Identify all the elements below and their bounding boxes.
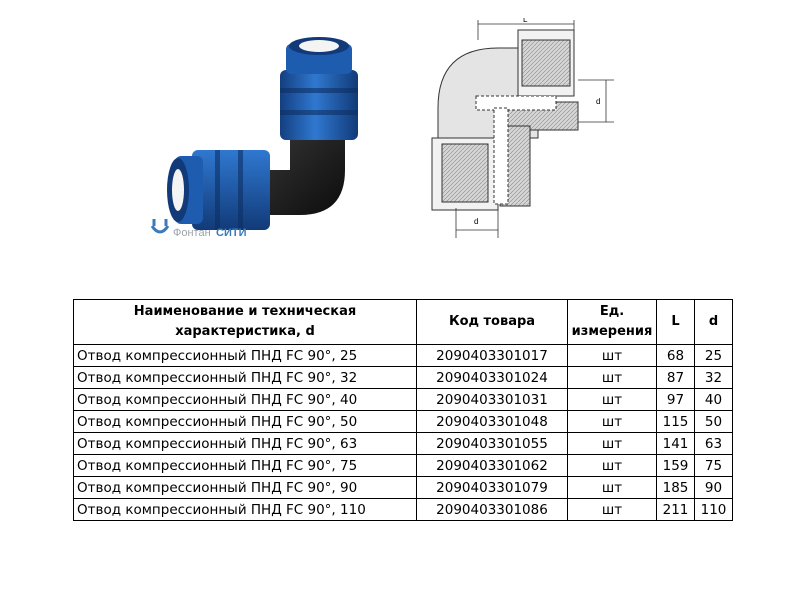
cell-code: 2090403301086 (417, 499, 568, 521)
label-d-right: d (596, 97, 601, 106)
cell-d: 110 (695, 499, 733, 521)
cell-L: 115 (657, 411, 695, 433)
cell-code: 2090403301017 (417, 345, 568, 367)
table-row (74, 411, 733, 433)
header-L: L (657, 300, 695, 345)
cell-code: 2090403301079 (417, 477, 568, 499)
cell-d: 40 (695, 389, 733, 411)
table-row (74, 345, 733, 367)
cell-unit: шт (568, 455, 657, 477)
cell-name: Отвод компрессионный ПНД FC 90°, 25 (74, 345, 417, 367)
table-row (74, 455, 733, 477)
table-row (74, 367, 733, 389)
cell-L: 185 (657, 477, 695, 499)
logo-text-part1: Фонтан (173, 227, 211, 239)
label-L: L (523, 18, 528, 24)
cell-unit: шт (568, 367, 657, 389)
cell-L: 211 (657, 499, 695, 521)
dimension-d-bottom (456, 208, 498, 238)
cell-L: 97 (657, 389, 695, 411)
cell-name: Отвод компрессионный ПНД FC 90°, 63 (74, 433, 417, 455)
header-name: Наименование и техническая характеристика, d (74, 300, 417, 345)
cell-code: 2090403301062 (417, 455, 568, 477)
table-row (74, 433, 733, 455)
elbow-section (432, 30, 578, 210)
cell-unit: шт (568, 499, 657, 521)
cell-code: 2090403301055 (417, 433, 568, 455)
side-compression-nut (167, 150, 270, 230)
cell-name: Отвод компрессионный ПНД FC 90°, 32 (74, 367, 417, 389)
cell-d: 63 (695, 433, 733, 455)
cell-L: 68 (657, 345, 695, 367)
header-d: d (695, 300, 733, 345)
cell-unit: шт (568, 345, 657, 367)
cell-d: 32 (695, 367, 733, 389)
label-d-bottom: d (474, 217, 479, 226)
table-row (74, 389, 733, 411)
table-row (74, 499, 733, 521)
cell-unit: шт (568, 389, 657, 411)
header-unit: Ед. измерения (568, 300, 657, 345)
header-code: Код товара (417, 300, 568, 345)
cell-code: 2090403301031 (417, 389, 568, 411)
cell-code: 2090403301024 (417, 367, 568, 389)
table-row (74, 477, 733, 499)
cell-name: Отвод компрессионный ПНД FC 90°, 40 (74, 389, 417, 411)
cell-d: 90 (695, 477, 733, 499)
cell-d: 25 (695, 345, 733, 367)
cell-name: Отвод компрессионный ПНД FC 90°, 110 (74, 499, 417, 521)
dimension-d-right (578, 80, 614, 122)
cell-unit: шт (568, 433, 657, 455)
upper-compression-nut (280, 37, 358, 140)
cell-L: 159 (657, 455, 695, 477)
cell-name: Отвод компрессионный ПНД FC 90°, 90 (74, 477, 417, 499)
logo-text-part2: СИТИ (216, 227, 247, 239)
cell-L: 141 (657, 433, 695, 455)
table-header-row (74, 300, 733, 345)
cell-name: Отвод компрессионный ПНД FC 90°, 75 (74, 455, 417, 477)
product-photo (140, 30, 380, 260)
cell-unit: шт (568, 477, 657, 499)
cell-unit: шт (568, 411, 657, 433)
technical-drawing (418, 18, 618, 240)
cell-name: Отвод компрессионный ПНД FC 90°, 50 (74, 411, 417, 433)
cell-code: 2090403301048 (417, 411, 568, 433)
cell-d: 50 (695, 411, 733, 433)
cell-L: 87 (657, 367, 695, 389)
spec-table (73, 299, 733, 521)
cell-d: 75 (695, 455, 733, 477)
